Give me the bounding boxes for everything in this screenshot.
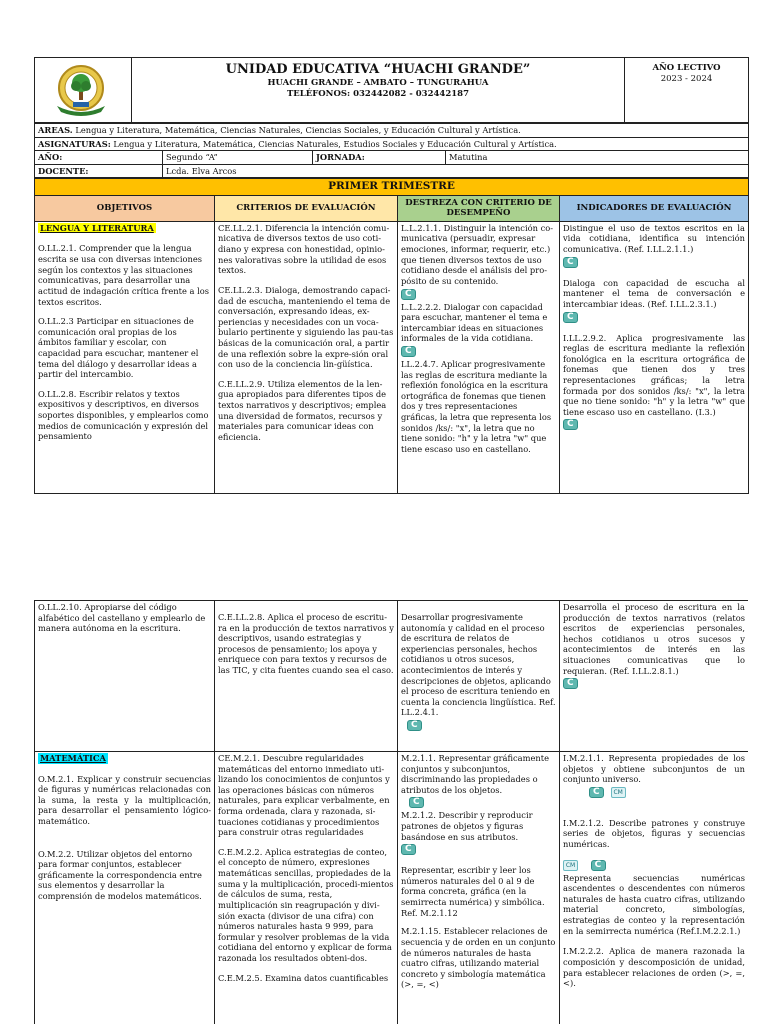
jornada-value: Matutina — [446, 151, 749, 165]
school-logo-cell — [35, 58, 132, 123]
mate-ind-1: I.M.2.1.1. Representa propiedades de los objetos y obtiene subconjuntos de un conjunto universo. — [563, 753, 745, 785]
docente-value: Lcda. Elva Arcos — [163, 164, 749, 178]
page-2-block — [34, 600, 748, 1024]
plan-table-1 — [34, 178, 749, 493]
cm-badge-icon: CM — [611, 787, 626, 798]
mate-des-2: M.2.1.2. Describir y reproducir patrones de objetos y figuras basándose en sus atributos. — [401, 810, 533, 842]
lengua-obj-3: O.LL.2.8. Escribir relatos y textos expositivos y descriptivos, en diversos soportes disponibles, y emplearlos como medios de comunicación y expresión del pensamiento — [38, 388, 209, 442]
c-badge-icon — [563, 419, 578, 430]
lengua-des-2: L.L.2.2.2. Dialogar con capacidad para escuchar, mantener el tema e intercambiar ideas en situaciones informales de la vida cotidiana. — [401, 301, 548, 344]
lengua-des-4: Desarrollar progresivamente autonomía y calidad en el proceso de escritura de relatos de experiencias personales, hechos cotidianos u otros sucesos, acontecimientos de interés y descripciones de objetos, aplicando el proceso de escritura teniendo en cuenta la conciencia lingüística. Ref. LL.2.4.1. — [401, 612, 556, 718]
anio-value: Segundo “A” — [163, 151, 313, 165]
mate-indicadores-cell — [560, 752, 749, 1024]
lengua-crit-2: CE.LL.2.3. Dialoga, demostrando capaci-dad de escucha, manteniendo el tema de conversación, expresando ideas, ex-periencias y necesidades con un voca-bulario pertinente y siguiendo las pau-tas básicas de la comunicación oral, a partir de una reflexión sobre la expre-sión oral con uso de la conciencia lin-güística. — [218, 284, 394, 370]
c-badge-icon — [409, 797, 424, 808]
lengua-obj-4-cell — [35, 601, 215, 752]
mate-objetivos-cell — [35, 752, 215, 1024]
mate-des-1: M.2.1.1. Representar gráficamente conjuntos y subconjuntos, discriminando las propiedades o atributos de los objetos. — [401, 753, 549, 795]
lengua-ind-2: Dialoga con capacidad de escucha al mantener el tema de conversación e intercambiar ideas. (Ref. I.LL.2.3.1.) — [563, 277, 745, 309]
cm-badge-icon: CM — [563, 860, 578, 871]
mate-crit-1: CE.M.2.1. Descubre regularidades matemáticas del entorno inmediato uti-lizando los conocimientos de conjuntos y las operaciones básicas con números naturales, para explicar verbalmente, en forma ordenada, clara y razonada, si-tuaciones cotidianas y procedimientos para construir otras regularidades — [218, 753, 390, 838]
lengua-destreza-cell — [398, 221, 560, 493]
plan-table-2 — [34, 600, 748, 1024]
col-indicadores: INDICADORES DE EVALUACIÓN — [560, 195, 749, 221]
page-1-block — [34, 57, 748, 494]
lengua-ind-3: I.LL.2.9.2. Aplica progresivamente las reglas de escritura mediante la reflexión fonológica en la escritura ortográfica de fonemas que tienen dos y tres representaciones gráficas; la letra formada por dos sonidos /ks/: "x", la letra que no tiene sonido: "h" y la letra "w" que tiene escaso uso en castellano. (I.3.) — [563, 332, 745, 417]
c-badge-icon — [401, 346, 416, 357]
jornada-label: JORNADA: — [313, 151, 446, 165]
lengua-obj-1: O.LL.2.1. Comprender que la lengua escrita se usa con diversas intenciones según los contextos y las situaciones comunicativas, para desarrollar una actitud de indagación crítica frente a los textos escritos. — [38, 243, 210, 307]
school-location: HUACHI GRANDE – AMBATO – TUNGURAHUA — [267, 77, 489, 88]
areas-row — [35, 124, 749, 138]
lengua-obj-4: O.LL.2.10. Apropiarse del código alfabético del castellano y emplearlo de manera autónoma en la escritura. — [38, 602, 206, 634]
areas-value: Lengua y Literatura, Matemática, Ciencias Naturales, Ciencias Sociales, y Educación Cultural y Artística. — [72, 125, 521, 135]
lengua-indicadores-cell — [560, 221, 749, 493]
lengua-criterios-cell — [215, 221, 398, 493]
info-table — [34, 123, 749, 178]
lengua-crit-1: CE.LL.2.1. Diferencia la intención comu-nicativa de diversos textos de uso coti-diano y expresa con honestidad, opinio-nes valorativas sobre la utilidad de esos textos. — [218, 222, 390, 276]
lengua-des-4-cell — [398, 601, 560, 752]
lengua-crit-3: C.E.LL.2.9. Utiliza elementos de la len-gua apropiados para diferentes tipos de textos narrativos y descriptivos; emplea una diversidad de formatos, recursos y materiales para comunicar ideas con eficiencia. — [218, 378, 387, 442]
c-badge-icon — [589, 787, 604, 798]
mate-destreza-cell — [398, 752, 560, 1024]
mate-criterios-cell — [215, 752, 398, 1024]
lengua-objetivos-cell — [35, 221, 215, 493]
mate-ind-2: I.M.2.1.2. Describe patrones y construye series de objetos, figuras y secuencias numéricas. — [563, 817, 745, 850]
lengua-crit-4: C.E.LL.2.8. Aplica el proceso de escritu-ra en la producción de textos narrativos y descriptivos, usando estrategias y procesos de pensamiento; los apoya y enriquece con para textos y recursos de las TIC, y cita fuentes cuando sea el caso. — [218, 612, 394, 676]
c-badge-icon — [563, 678, 578, 689]
school-logo — [51, 62, 111, 118]
lengua-ind-4: Desarrolla el proceso de escritura en la producción de textos narrativos (relatos escritos de experiencias personales, hechos cotidianos u otros sucesos y acontecimientos de interés en las situaciones comunicativas que lo requieran. (Ref. I.LL.2.8.1.) — [563, 602, 745, 676]
mate-ind-3: Representa secuencias numéricas ascendentes o descendentes con números naturales de hasta cuatro cifras, utilizando material concreto, simbologías, estrategias de conteo y la representación en la semirrecta numérica (Ref.I.M.2.2.1.) — [563, 872, 745, 936]
lengua-obj-2: O.LL.2.3 Participar en situaciones de comunicación oral propias de los ámbitos familiar y escolar, con capacidad para escuchar, mantener el tema del diálogo y desarrollar ideas a partir del intercambio. — [38, 316, 199, 380]
school-name: UNIDAD EDUCATIVA “HUACHI GRANDE” — [225, 62, 531, 77]
c-badge-icon — [563, 257, 578, 268]
docente-label: DOCENTE: — [35, 164, 163, 178]
mate-ind-4: I.M.2.2.2. Aplica de manera razonada la composición y descomposición de unidad, para establecer relaciones de orden (>, =, <). — [563, 946, 745, 989]
c-badge-icon — [591, 860, 606, 871]
lengua-des-1: L.L.2.1.1. Distinguir la intención co-municativa (persuadir, expresar emociones, informar, requerir, etc.) que tienen diversos textos de uso cotidiano desde el análisis del pro-pósito de su contenido. — [401, 222, 554, 286]
c-badge-icon — [401, 289, 416, 300]
col-objetivos: OBJETIVOS — [35, 195, 215, 221]
school-phones: TELÉFONOS: 032442082 - 032442187 — [286, 88, 469, 99]
asignaturas-value: Lengua y Literatura, Matemática, Ciencias Naturales, Estudios Sociales y Educación Cultural y Artística. — [110, 138, 557, 149]
c-badge-icon — [401, 844, 416, 855]
header-table — [34, 57, 749, 123]
mate-crit-3: C.E.M.2.5. Examina datos cuantificables — [218, 972, 389, 983]
c-badge-icon — [407, 720, 422, 731]
lengua-subject-tag: LENGUA Y LITERATURA — [40, 222, 154, 233]
c-badge-icon — [563, 312, 578, 323]
school-year-value: 2023 - 2024 — [660, 73, 713, 84]
mate-obj-2: O.M.2.2. Utilizar objetos del entorno para formar conjuntos, establecer gráficamente la correspondencia entre sus elementos y desarrollar la comprensión de modelos matemáticos. — [38, 848, 202, 902]
trimestre-banner: PRIMER TRIMESTRE — [35, 179, 749, 195]
asignaturas-label: ASIGNATURAS: — [38, 138, 111, 149]
areas-label: AREAS. — [38, 125, 73, 135]
school-year-label: AÑO LECTIVO — [652, 63, 721, 73]
col-criterios: CRITERIOS DE EVALUACIÓN — [215, 195, 398, 221]
mate-des-3: Representar, escribir y leer los números naturales del 0 al 9 de forma concreta, gráfica (en la semirrecta numérica) y simbólica. Ref. M.2.1.12 — [401, 865, 545, 918]
anio-label: AÑO: — [35, 151, 163, 165]
col-destreza: DESTREZA CON CRITERIO DE DESEMPEÑO — [398, 195, 560, 221]
mate-subject-tag: MATEMÁTICA — [40, 753, 106, 763]
header-title-cell — [132, 58, 625, 123]
mate-crit-2: C.E.M.2.2. Aplica estrategias de conteo, el concepto de número, expresiones matemáticas sencillas, propiedades de la suma y la multiplicación, procedi-mientos de cálculos de suma, resta, multiplicación sin reagrupación y divi-sión exacta (divisor de una cifra) con números naturales hasta 9 999, para formular y resolver problemas de la vida cotidiana del entorno y explicar de forma razonada los resultados obteni-dos. — [218, 846, 394, 963]
lengua-crit-4-cell — [215, 601, 398, 752]
lengua-ind-1: Distingue el uso de textos escritos en la vida cotidiana, identifica su intención comunicativa. (Ref. I.LL.2.1.1.) — [563, 222, 745, 255]
mate-obj-1: O.M.2.1. Explicar y construir secuencias de figuras y numéricas relacionadas con la suma, la resta y la multiplicación, para desarrollar el pensamiento lógico-matemático. — [38, 773, 211, 827]
lengua-des-3: LL.2.4.7. Aplicar progresivamente las reglas de escritura mediante la reflexión fonológica en la escritura ortográfica de fonemas que tienen dos y tres representaciones gráficas, la letra que representa los sonidos /ks/: "x", la letra que no tiene sonido: "h" y la letra "w" que tiene escaso uso en castellano. — [401, 358, 552, 454]
lengua-ind-4-cell — [560, 601, 749, 752]
school-year-cell — [625, 58, 749, 123]
asignaturas-row — [35, 137, 749, 151]
mate-des-4: M.2.1.15. Establecer relaciones de secuencia y de orden en un conjunto de números naturales de hasta cuatro cifras, utilizando material concreto y simbología matemática (>, =, <) — [401, 926, 556, 990]
